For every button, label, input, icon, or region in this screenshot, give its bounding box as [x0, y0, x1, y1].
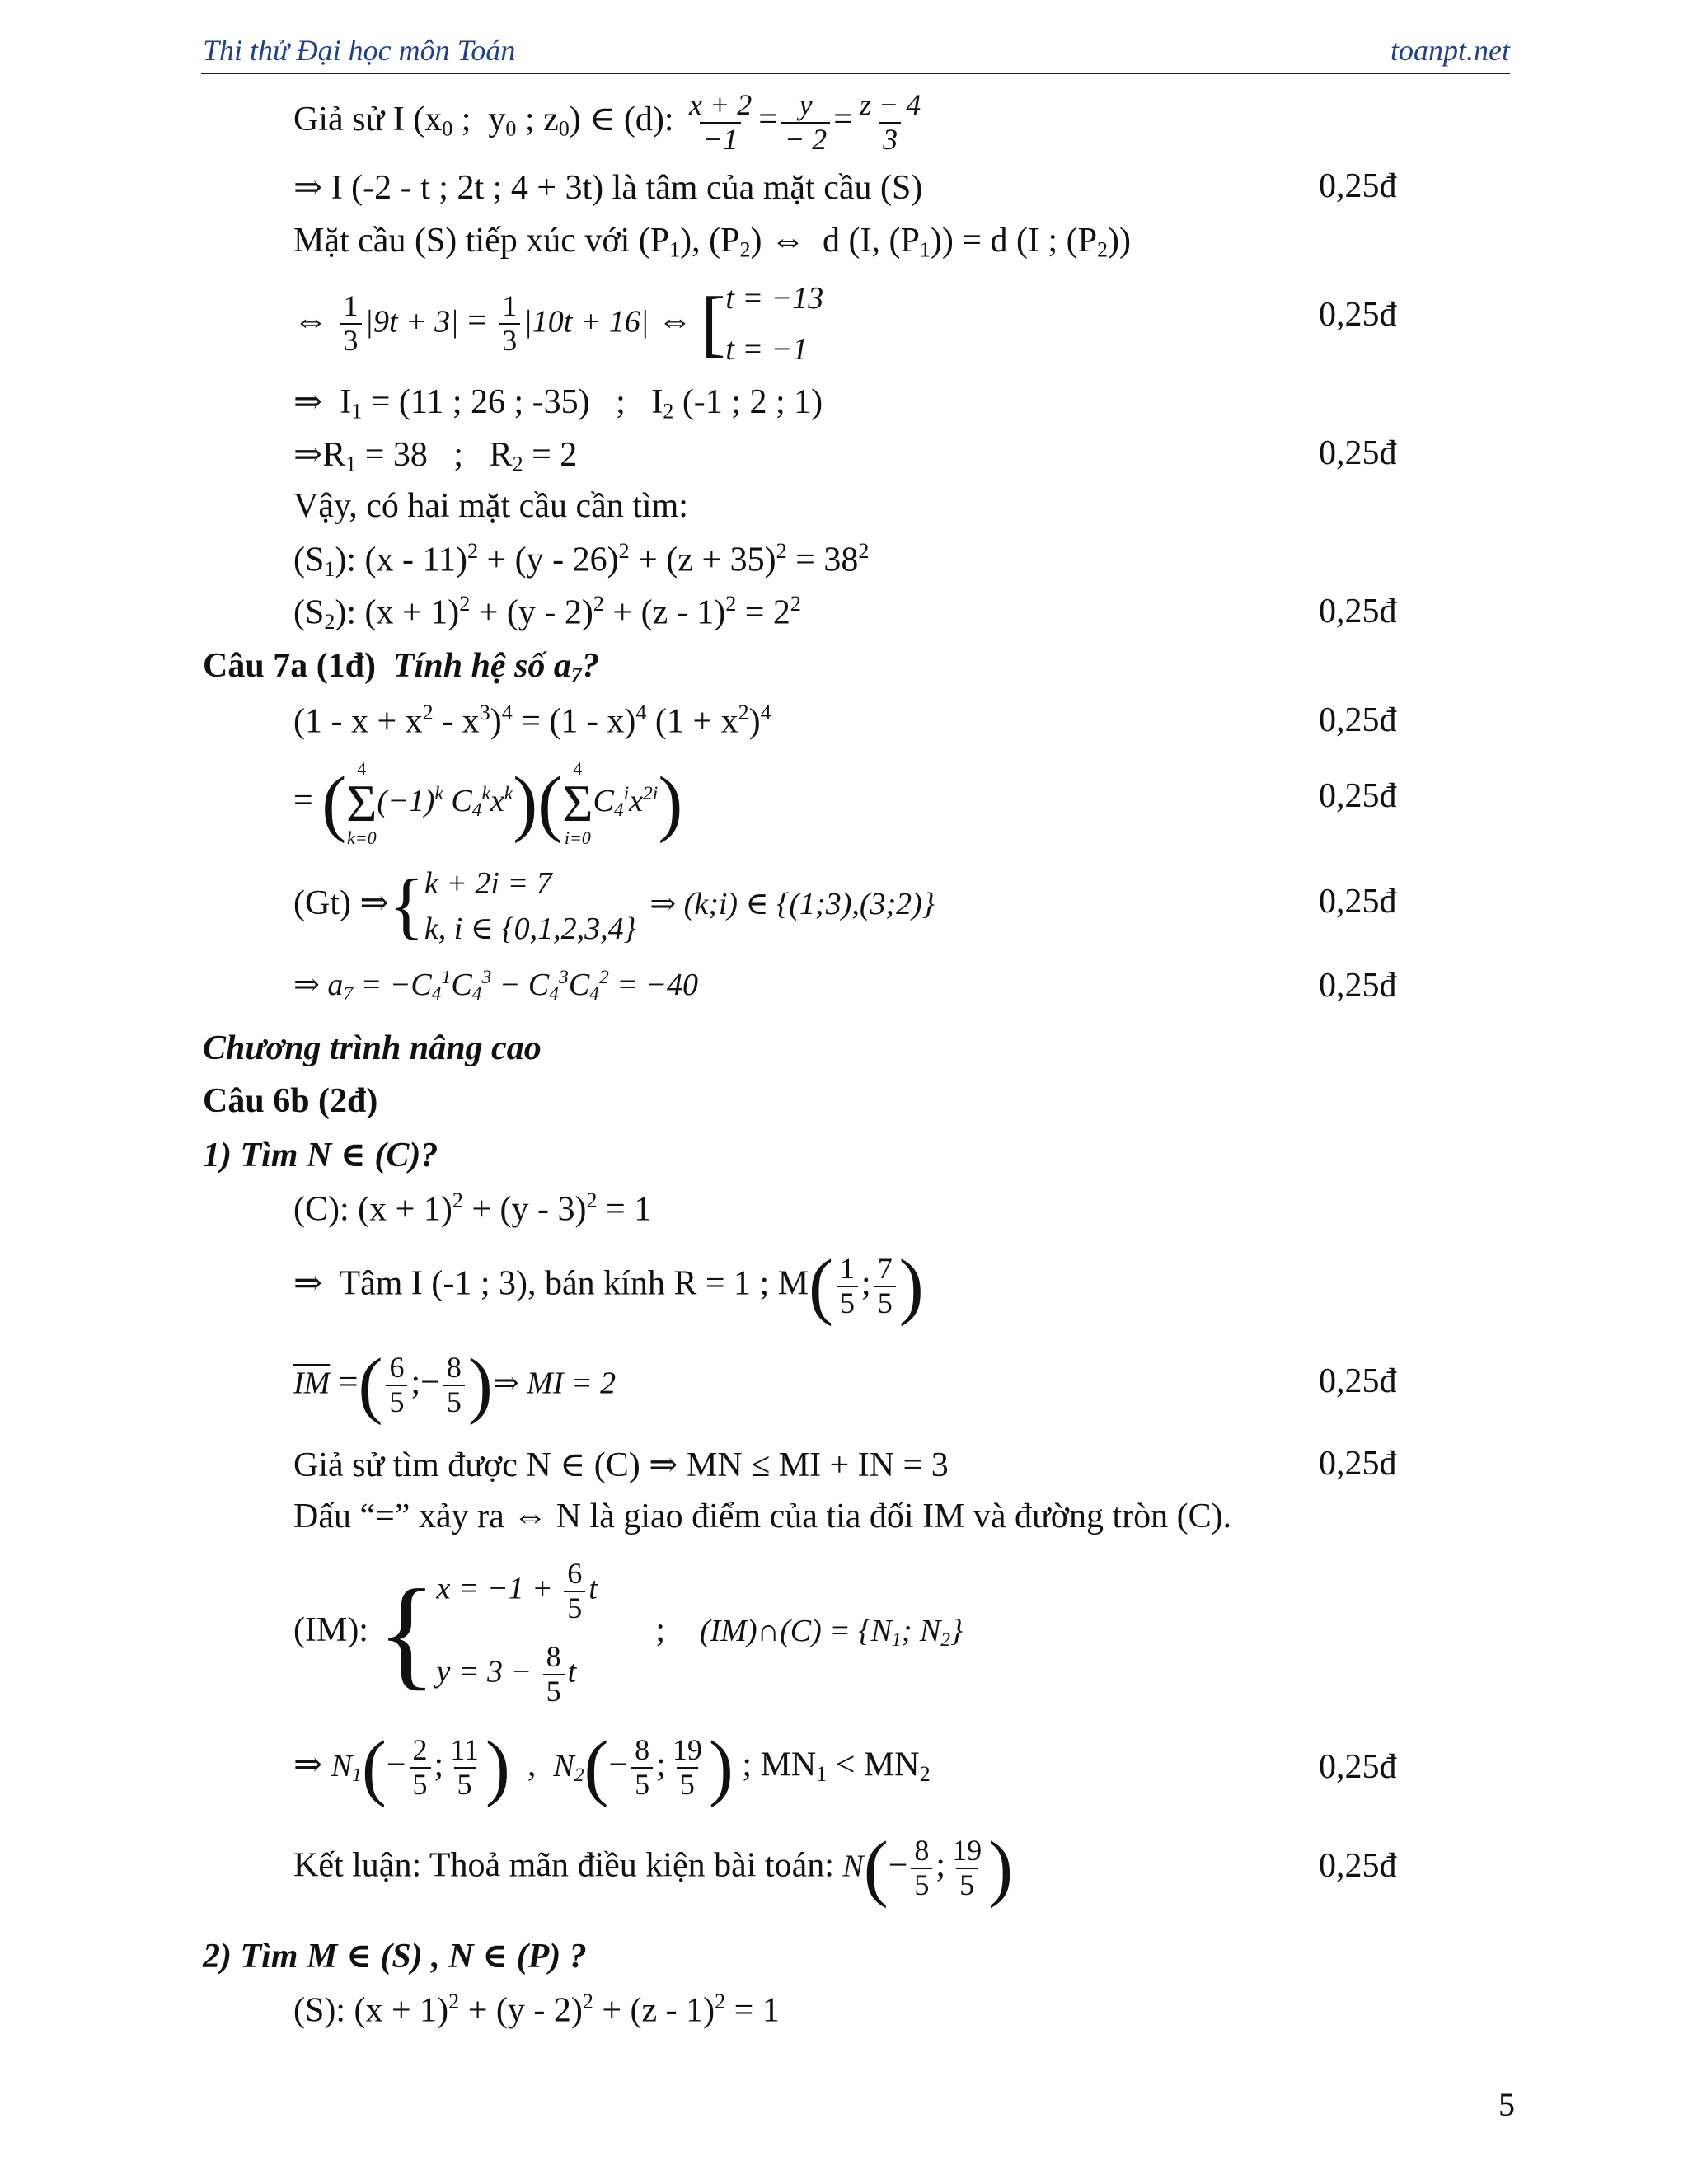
case-t2: t = −1	[725, 332, 809, 367]
line-vector-IM: $\overline{IM}$ =( $\frac{6}{5}$ ;− $\frac{8}{5}$ )⇒ MI = 2	[293, 1344, 617, 1426]
line-R1-R2: $\Rightarrow R_1 = 38$ ; $R_2 = 2$	[293, 436, 578, 476]
system-eq2: k, i ∈ {0,1,2,3,4}	[424, 912, 636, 946]
line-sphere-S: (S): $(x + 1)^2 + (y - 2)^2 + (z - 1)^2 = 1$	[293, 1990, 780, 2030]
line-circle-C: (C): $(x + 1)^2 + (y - 3)^2 = 1$	[293, 1188, 652, 1229]
page-number: 5	[1498, 2086, 1515, 2123]
line-final-N: Kết luận: Thoả mãn điều kiện bài toán: N(− $\frac{8}{5}$ ; $\frac{19}{5}$ )	[293, 1827, 1014, 1909]
line-assume-I: Giả sử I ($x_0$ ; $y_0$ ; $z_0$) ∈ (d): $\frac{x + 2}{-1}$ = $\frac{y}{- 2}$ = $\frac{z - 4}{3}$	[293, 88, 921, 156]
line-S1: $(S_1)$: $(x - 11)^2 + (y - 26)^2 + (z + 35)^2 = 38^2$	[293, 539, 870, 582]
score-7: 0,25đ	[1319, 883, 1397, 921]
case-t1: t = −13	[725, 281, 824, 316]
score-4: 0,25đ	[1319, 593, 1397, 630]
score-6: 0,25đ	[1319, 777, 1397, 815]
q6b-heading: Câu 6b (2đ)	[203, 1082, 378, 1120]
q6b-part2-heading: 2) Tìm M ∈ (S) , N ∈ (P) ?	[203, 1938, 587, 1975]
line-conclusion-two-spheres: Vậy, có hai mặt cầu cần tìm:	[293, 487, 688, 525]
score-9: 0,25đ	[1319, 1362, 1397, 1400]
section-heading: Chương trình nâng cao	[203, 1029, 542, 1067]
score-2: 0,25đ	[1319, 296, 1397, 334]
score-1: 0,25đ	[1319, 167, 1397, 205]
score-8: 0,25đ	[1319, 967, 1397, 1005]
line-S2: $(S_2)$: $(x + 1)^2 + (y - 2)^2 + (z - 1)^2 = 2^2$	[293, 592, 801, 635]
q6b-part1-heading: 1) Tìm N ∈ (C)?	[203, 1137, 438, 1174]
line-equality-condition: Dấu “=” xảy ra ⇔ N là giao điểm của tia đối IM và đường tròn (C).	[293, 1497, 1232, 1535]
line-IM-param: (IM): { x = −1 + $\frac{6}{5}$ t y = 3 − $\frac{8}{5}$ t ; (IM)∩(C) = {$N_1$; $N_2$}	[293, 1557, 964, 1708]
system-eq1: k + 2i = 7	[424, 866, 552, 901]
score-11: 0,25đ	[1319, 1748, 1397, 1786]
line-N1-N2: ⇒ $N_1(-$ $\frac{2}{5}$ ; $\frac{11}{5}$ ) , $N_2(-$ $\frac{8}{5}$ ; $\frac{19}{5}$ ) ; $MN_1 < MN_2$	[293, 1727, 931, 1808]
line-gt-system: (Gt) ⇒{ k + 2i = 7 k, i ∈ {0,1,2,3,4} ⇒ (k;i) ∈ {(1;3),(3;2)}	[293, 865, 935, 947]
line-a7: ⇒ $a_7 = -C_4^1C_4^3 - C_4^3C_4^2 = -40$	[293, 966, 699, 1005]
q7a-heading: Câu 7a (1đ) Tính hệ số $a_7$?	[203, 647, 599, 687]
line-sum-product: = ( 4 Σ k=0 $(-1)^k$ $C_4^kx^k$)( 4 Σ i=0 $C_4^ix^{2i}$)	[293, 758, 683, 848]
line-abs-equation: ⇔ $\frac{1}{3}$ |9t + 3| = $\frac{1}{3}$ |10t + 16| ⇔ [ t = −13 t = −1	[293, 281, 824, 367]
line-I1-I2: ⇒ $I_1 = (11$ ; 26 ; -35) ; $I_2$ (-1 ; 2 ; 1)	[293, 383, 823, 424]
header-site: toanpt.net	[1390, 34, 1510, 67]
header-rule	[201, 73, 1510, 74]
line-inequality: Giả sử tìm được N ∈ (C) ⇒ MN ≤ MI + IN = 3	[293, 1446, 949, 1484]
score-12: 0,25đ	[1319, 1847, 1397, 1885]
score-3: 0,25đ	[1319, 434, 1397, 472]
line-center-I: ⇒ I (-2 - t ; 2t ; 4 + 3t) là tâm của mặt cầu (S)	[293, 169, 923, 207]
line-tangent: Mặt cầu (S) tiếp xúc với $(P_1)$, $(P_2)$ ⇔ d (I, $(P_1)) = d$ (I ; $(P_2)$)	[293, 222, 1131, 262]
line-expansion: $(1 - x + x^2 - x^3)^4 = (1 - x)^4$ $(1 + x^2)^4$	[293, 701, 771, 741]
score-5: 0,25đ	[1319, 701, 1397, 739]
score-10: 0,25đ	[1319, 1445, 1397, 1483]
header-title: Thi thử Đại học môn Toán	[203, 34, 516, 67]
line-center-radius: ⇒ Tâm I (-1 ; 3), bán kính R = 1 ; M( $\frac{1}{5}$ ; $\frac{7}{5}$ )	[293, 1245, 924, 1327]
